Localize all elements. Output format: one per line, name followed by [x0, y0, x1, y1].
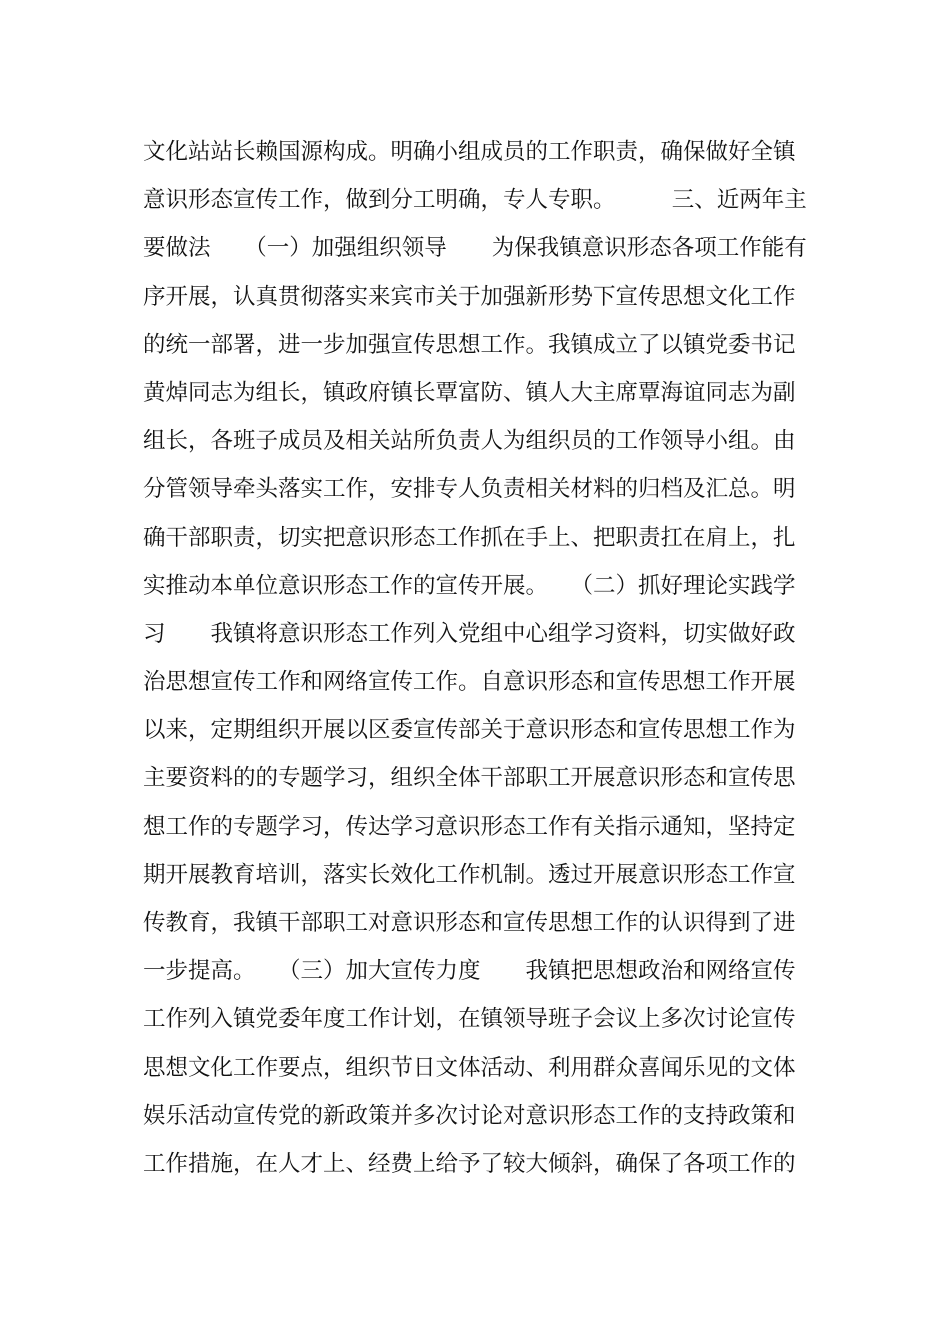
text-line: 主要资料的的专题学习，组织全体干部职工开展意识形态和宣传思	[143, 765, 796, 792]
text-line: 分管领导牵头落实工作，安排专人负责相关材料的归档及汇总。明	[143, 476, 796, 503]
text-line: 的统一部署，进一步加强宣传思想工作。我镇成立了以镇党委书记	[143, 331, 796, 358]
text-line: 序开展，认真贯彻落实来宾市关于加强新形势下宣传思想文化工作	[143, 283, 796, 310]
text-line: 实推动本单位意识形态工作的宣传开展。 （二）抓好理论实践学	[143, 572, 796, 599]
text-line: 娱乐活动宣传党的新政策并多次讨论对意识形态工作的支持政策和	[143, 1102, 796, 1129]
body-text	[143, 128, 807, 1188]
text-line: 传教育，我镇干部职工对意识形态和宣传思想工作的认识得到了进	[143, 910, 796, 936]
text-line: 习 我镇将意识形态工作列入党组中心组学习资料，切实做好政	[143, 620, 796, 647]
text-line: 想工作的专题学习，传达学习意识形态工作有关指示通知，坚持定	[143, 813, 796, 840]
text-line: 意识形态宣传工作，做到分工明确，专人专职。 三、近两年主	[143, 187, 807, 214]
text-line: 治思想宣传工作和网络宣传工作。自意识形态和宣传思想工作开展	[143, 669, 796, 696]
text-line: 工作措施，在人才上、经费上给予了较大倾斜，确保了各项工作的	[143, 1150, 796, 1177]
text-line: 期开展教育培训，落实长效化工作机制。透过开展意识形态工作宣	[143, 861, 796, 888]
text-line: 要做法 （一）加强组织领导 为保我镇意识形态各项工作能有	[143, 235, 807, 262]
text-line: 以来，定期组织开展以区委宣传部关于意识形态和宣传思想工作为	[143, 717, 796, 744]
text-line: 确干部职责，切实把意识形态工作抓在手上、把职责扛在肩上，扎	[143, 524, 796, 551]
text-line: 文化站站长赖国源构成。明确小组成员的工作职责，确保做好全镇	[143, 139, 796, 165]
text-line: 一步提高。 （三）加大宣传力度 我镇把思想政治和网络宣传	[143, 958, 796, 985]
text-line: 黄焯同志为组长，镇政府镇长覃富防、镇人大主席覃海谊同志为副	[143, 379, 796, 406]
text-line: 组长，各班子成员及相关站所负责人为组织员的工作领导小组。由	[143, 428, 796, 455]
text-line: 思想文化工作要点，组织节日文体活动、利用群众喜闻乐见的文体	[143, 1054, 796, 1081]
text-line: 工作列入镇党委年度工作计划，在镇领导班子会议上多次讨论宣传	[143, 1006, 796, 1033]
